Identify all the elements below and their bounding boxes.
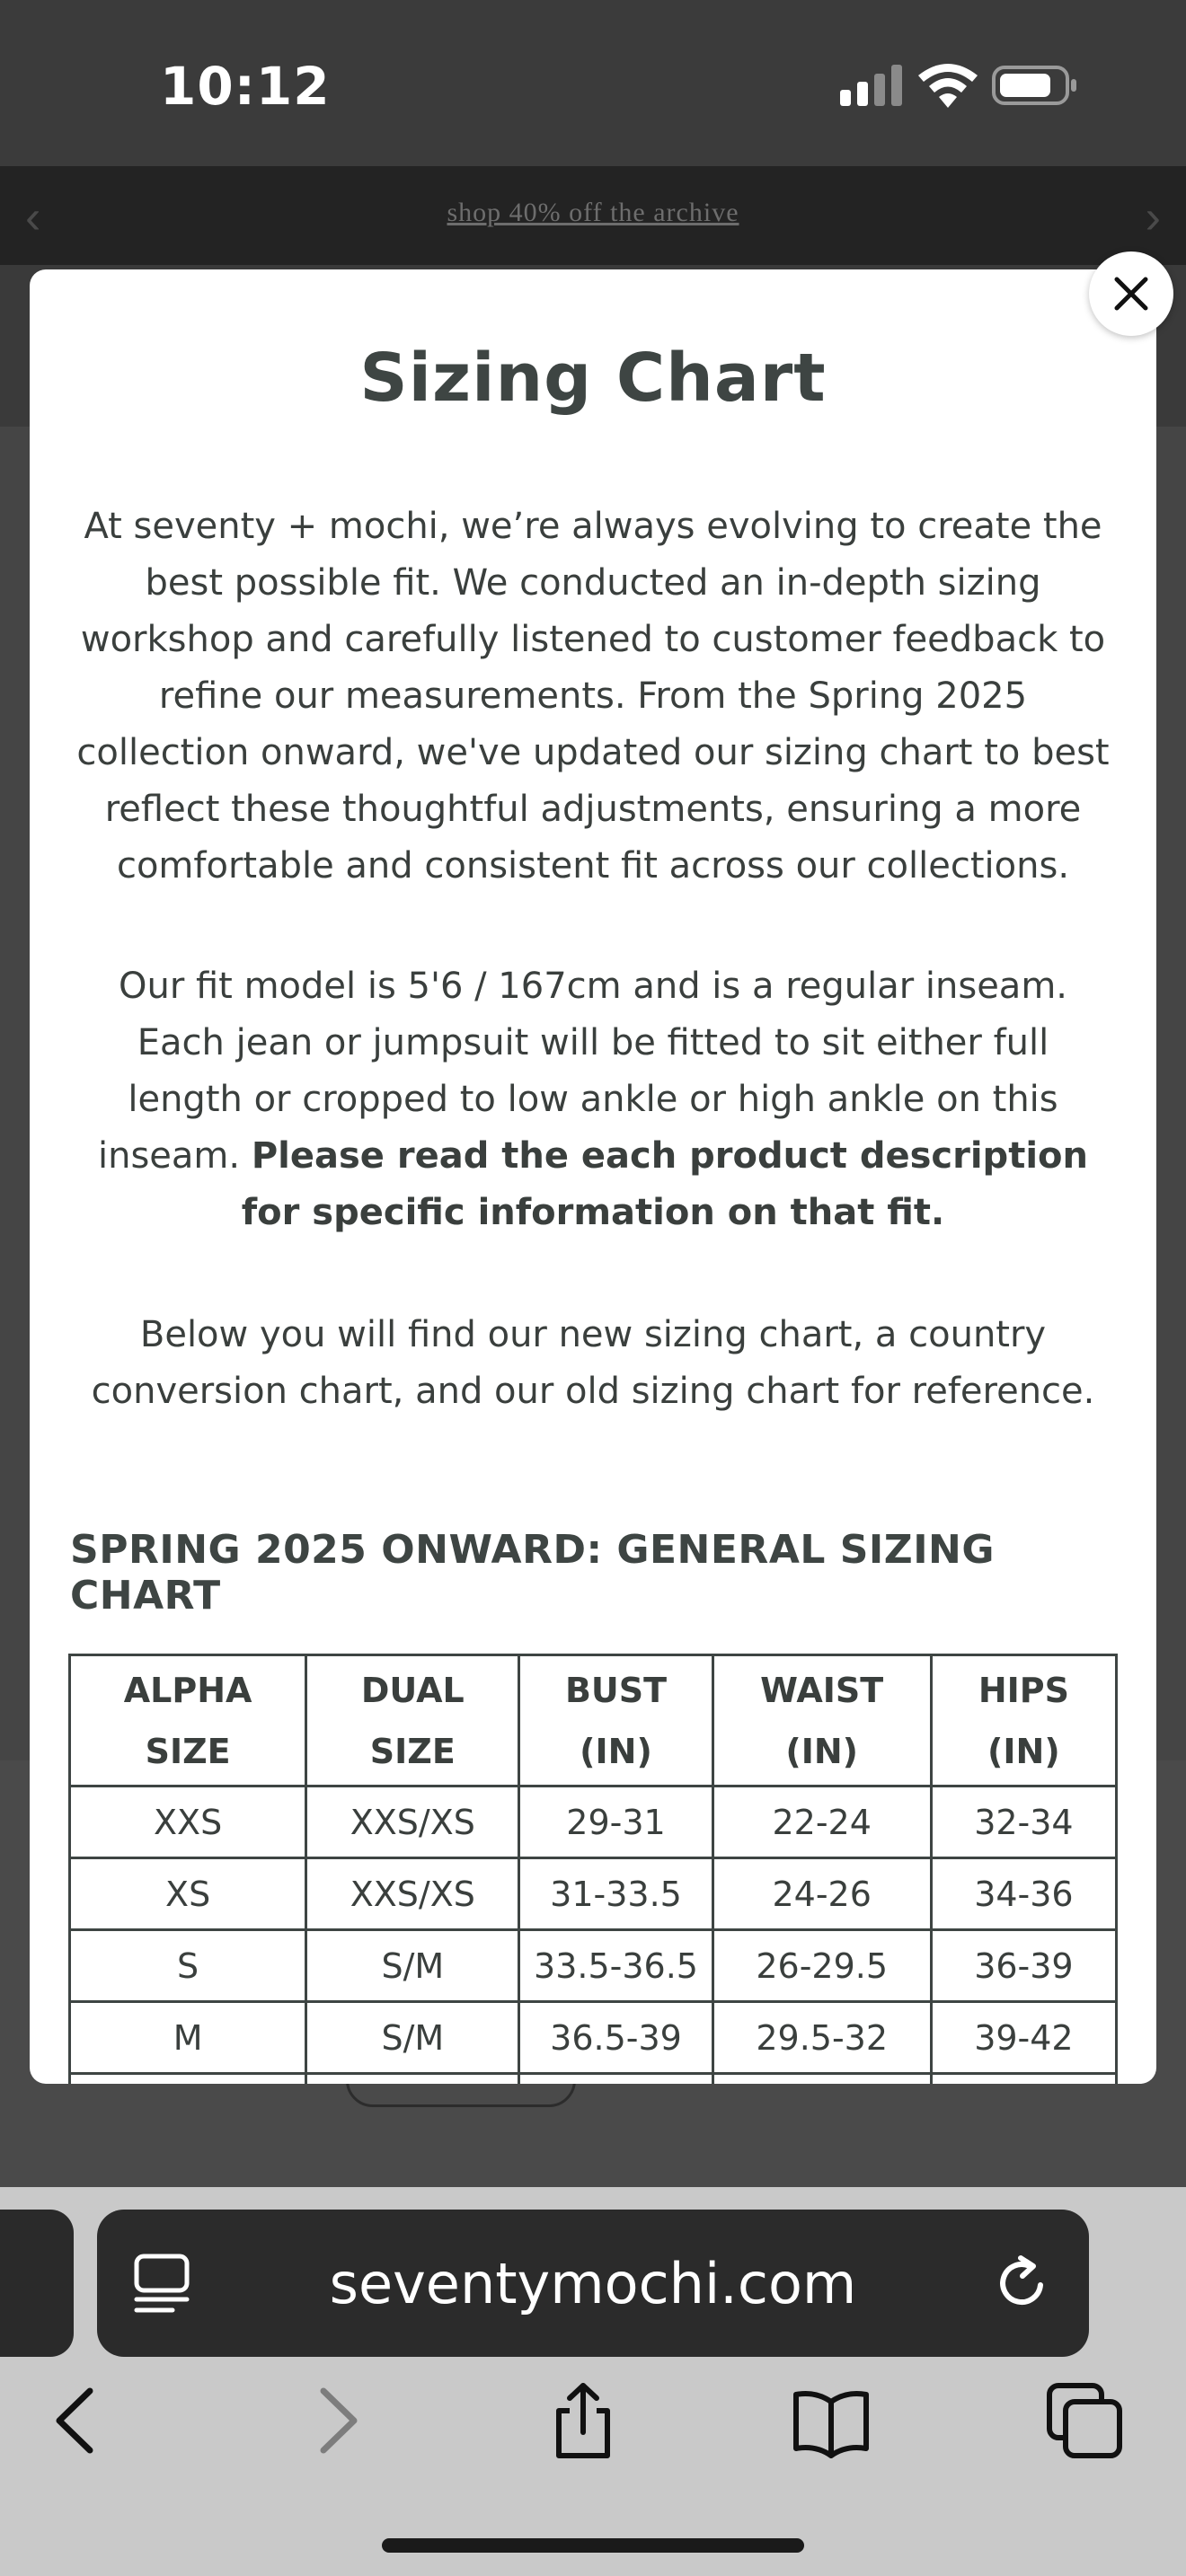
table-cell: 31-33.5	[519, 1858, 712, 1930]
table-row	[70, 1786, 1117, 1858]
table-cell: 29-31	[519, 1786, 712, 1858]
header-alpha-size: ALPHA SIZE	[70, 1655, 306, 1786]
section-heading: SPRING 2025 ONWARD: GENERAL SIZING CHART	[70, 1527, 995, 1619]
close-icon	[1111, 274, 1151, 313]
table-cell: XS	[70, 1858, 306, 1930]
table-cell	[70, 2074, 306, 2085]
table-row	[70, 2002, 1117, 2074]
status-bar	[0, 0, 1186, 166]
reload-icon[interactable]	[994, 2254, 1051, 2312]
intro-paragraph: At seventy + mochi, we’re always evolving to create the best possible fit. We conducted an in-depth sizing workshop and carefully listened to customer feedback to refine our measurements. From the Spring 2025 collection onward, we've updated our sizing chart to best reflect these thoughtful adjustments, ensuring a more comfortable and consistent fit across our collections.	[76, 506, 1110, 887]
address-bar[interactable]	[97, 2210, 1089, 2357]
table-cell: XXS/XS	[306, 1858, 519, 1930]
table-cell: 39-42	[931, 2002, 1116, 2074]
table-cell: 34-36	[931, 1858, 1116, 1930]
previous-tab-peek[interactable]	[0, 2210, 74, 2357]
promo-prev-icon[interactable]: ‹	[25, 191, 41, 243]
sizing-chart-modal	[30, 269, 1156, 2084]
table-cell	[519, 2074, 712, 2085]
clock: 10:12	[160, 56, 331, 117]
header-waist: WAIST (IN)	[712, 1655, 931, 1786]
promo-next-icon[interactable]: ›	[1145, 191, 1161, 243]
fit-model-bold-text: Please read the each product description for specific information on that fit.	[241, 1135, 1088, 1233]
table-cell: 32-34	[931, 1786, 1116, 1858]
table-row	[70, 1930, 1117, 2002]
battery-icon	[992, 65, 1078, 106]
reference-paragraph: Below you will find our new sizing chart, a country conversion chart, and our old sizing chart for reference.	[91, 1314, 1095, 1412]
table-cell	[931, 2074, 1116, 2085]
sizing-table	[68, 1654, 1118, 2084]
bookmarks-icon[interactable]	[791, 2380, 872, 2461]
tabs-icon[interactable]	[1044, 2380, 1125, 2461]
table-cell: S/M	[306, 2002, 519, 2074]
header-bust: BUST (IN)	[519, 1655, 712, 1786]
promo-link[interactable]: shop 40% off the archive	[447, 198, 739, 227]
table-cell	[712, 2074, 931, 2085]
fit-model-paragraph	[75, 958, 1111, 1241]
table-row	[70, 1858, 1117, 1930]
header-hips: HIPS (IN)	[931, 1655, 1116, 1786]
close-modal-button[interactable]	[1089, 251, 1173, 336]
home-indicator	[382, 2538, 804, 2553]
fit-model-text: Our fit model is 5'6 / 167cm and is a regular inseam. Each jean or jumpsuit will be fitted to sit either full length or cropped to low ankle or high ankle on this inseam.	[98, 966, 1067, 1177]
table-cell: 29.5-32	[712, 2002, 931, 2074]
forward-icon[interactable]	[296, 2380, 377, 2461]
modal-title: Sizing Chart	[359, 340, 827, 417]
table-cell: 26-29.5	[712, 1930, 931, 2002]
back-icon[interactable]	[36, 2380, 117, 2461]
url-text[interactable]: seventymochi.com	[329, 2251, 857, 2316]
wifi-icon	[916, 59, 979, 110]
table-row	[70, 2074, 1117, 2085]
table-cell: 33.5-36.5	[519, 1930, 712, 2002]
cellular-signal-icon	[840, 65, 903, 106]
table-cell: XXS/XS	[306, 1786, 519, 1858]
table-cell: 24-26	[712, 1858, 931, 1930]
table-cell: S	[70, 1930, 306, 2002]
table-cell: XXS	[70, 1786, 306, 1858]
share-icon[interactable]	[543, 2380, 624, 2461]
table-cell: 36-39	[931, 1930, 1116, 2002]
table-cell	[306, 2074, 519, 2085]
table-cell: 22-24	[712, 1786, 931, 1858]
table-header-row	[70, 1655, 1117, 1786]
table-cell: S/M	[306, 1930, 519, 2002]
table-cell: 36.5-39	[519, 2002, 712, 2074]
header-dual-size: DUAL SIZE	[306, 1655, 519, 1786]
table-cell: M	[70, 2002, 306, 2074]
